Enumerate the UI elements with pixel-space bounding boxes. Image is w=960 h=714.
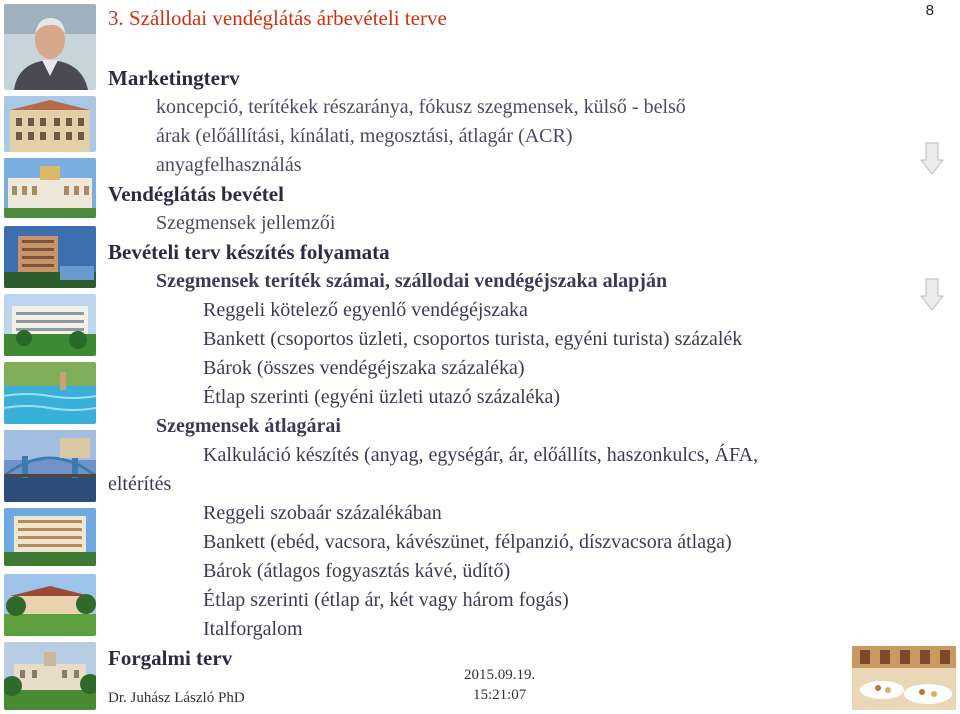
content-line: Bárok (összes vendégéjszaka százaléka) [203, 357, 525, 379]
content-line: Szegmensek jellemzői [156, 212, 336, 234]
content-line: Bárok (átlagos fogyasztás kávé, üdítő) [203, 560, 511, 582]
pool-photo [4, 362, 96, 424]
subheading-segments-covers: Szegmensek teríték számai, szállodai vendégéjszaka alapján [156, 270, 668, 292]
modern-hotel-photo [4, 226, 96, 288]
heading-marketingterv: Marketingterv [108, 66, 240, 90]
content-line: Reggeli kötelező egyenlő vendégéjszaka [203, 299, 528, 321]
photo-sidebar [0, 0, 100, 714]
footer-time: 15:21:07 [472, 687, 527, 703]
page-number: 8 [925, 2, 934, 19]
heading-forgalmi-terv: Forgalmi terv [108, 646, 233, 670]
heading-beveteli-terv: Bevételi terv készítés folyamata [108, 240, 390, 264]
content-line: Bankett (csoportos üzleti, csoportos turista, egyéni turista) százalék [203, 328, 743, 350]
slide-title: 3. Szállodai vendéglátás árbevételi terve [108, 6, 447, 30]
footer-author: Dr. Juhász László PhD [108, 690, 245, 706]
content-line: Kalkuláció készítés (anyag, egységár, ár, előállíts, haszonkulcs, ÁFA, [203, 444, 759, 466]
castle-photo [4, 642, 96, 710]
portrait-photo [4, 4, 96, 90]
restaurant-photo [852, 646, 956, 710]
content-line: árak (előállítási, kínálati, megosztási, átlagár (ACR) [156, 125, 573, 147]
garden-hotel-photo [4, 294, 96, 356]
content-line-wrap: eltérítés [108, 473, 172, 495]
arrow-down-icon [920, 142, 944, 176]
content-line: Étlap szerinti (étlap ár, két vagy három fogás) [203, 589, 569, 611]
content-line: Reggeli szobaár százalékában [203, 502, 442, 524]
bridge-photo [4, 430, 96, 502]
manor-photo [4, 574, 96, 636]
content-line: Étlap szerinti (egyéni üzleti utazó százaléka) [203, 386, 561, 408]
footer-date: 2015.09.19. [464, 667, 536, 683]
arrow-down-icon [920, 278, 944, 312]
content-line: Italforgalom [203, 618, 303, 640]
heading-vendeglatas-bevetel: Vendéglátás bevétel [108, 182, 284, 206]
content-line: Bankett (ebéd, vacsora, kávészünet, félpanzió, díszvacsora átlaga) [203, 531, 732, 553]
palace-hotel-photo [4, 158, 96, 218]
content-line: koncepció, terítékek részaránya, fókusz szegmensek, külső - belső [156, 96, 686, 118]
content-line: anyagfelhasználás [156, 154, 302, 176]
hotel-building-photo [4, 96, 96, 152]
footer-datetime [464, 665, 535, 705]
subheading-segment-prices: Szegmensek átlagárai [156, 415, 341, 437]
resort-photo [4, 508, 96, 566]
